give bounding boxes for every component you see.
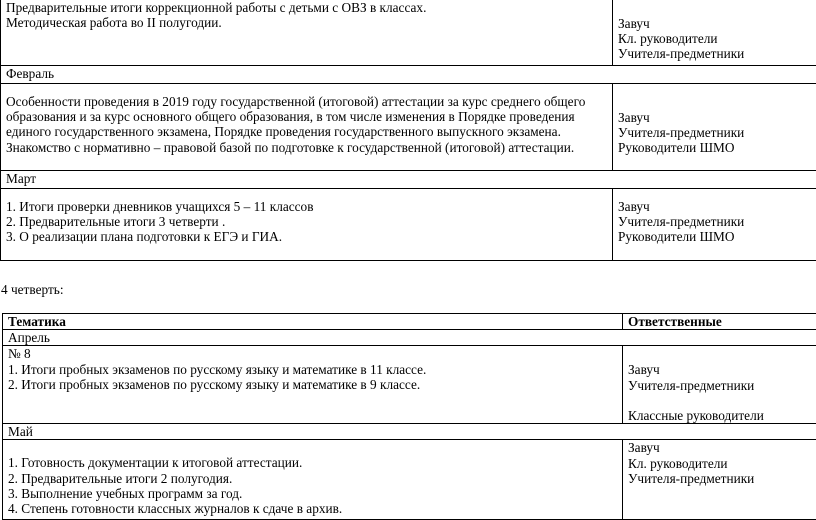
responsible-lines: [618, 84, 816, 156]
text-line: 1. Итоги проверки дневников учащихся 5 – 11 классов: [6, 199, 612, 214]
text-line: Руководители ШМО: [618, 140, 816, 155]
text-line: Знакомство с нормативно – правовой базой по подготовке к государственной (итоговой) аттестации.: [6, 140, 612, 155]
text-line: 1. Готовность документации к итоговой аттестации.: [8, 455, 622, 470]
text-line: образования и за курс основного общего образования, в том числе изменения в Порядке проведения: [6, 109, 612, 124]
header-row: [3, 314, 816, 330]
text-line: [628, 393, 816, 408]
topic-cell: [1, 189, 613, 261]
text-line: Завуч: [618, 16, 816, 31]
topic-cell: [3, 440, 623, 520]
text-line: 1. Итоги пробных экзаменов по русскому языку и математике в 11 классе.: [8, 362, 622, 377]
responsible-cell: [613, 0, 816, 66]
text-line: Учителя-предметники: [618, 214, 816, 229]
responsible-cell: [613, 189, 816, 261]
text-line: 4. Степень готовности классных журналов к сдаче в архив.: [8, 501, 622, 516]
topic-cell: [3, 346, 623, 424]
text-line: 3. Выполнение учебных программ за год.: [8, 486, 622, 501]
text-line: 3. О реализации плана подготовки к ЕГЭ и ГИА.: [6, 229, 612, 244]
text-line: 2. Предварительные итоги 2 полугодия.: [8, 471, 622, 486]
header-responsible: Ответственные: [623, 314, 816, 330]
month-label-march: Март: [1, 171, 816, 189]
text-line: единого государственного экзамена, Порядке проведения государственного выпускного экзамена.: [6, 124, 612, 139]
responsible-lines: [628, 346, 816, 423]
month-label-may: Май: [3, 424, 816, 440]
text-line: Руководители ШМО: [618, 229, 816, 244]
table-row: [1, 84, 816, 171]
text-line: Завуч: [618, 110, 816, 125]
text-line: Методическая работа во II полугодии.: [6, 15, 612, 30]
text-line: 2. Итоги пробных экзаменов по русскому языку и математике в 9 классе.: [8, 377, 622, 392]
text-line: Кл. руководители: [618, 31, 816, 46]
text-line: Кл. руководители: [628, 456, 816, 471]
topic-cell: [1, 0, 613, 66]
text-line: Классные руководители: [628, 408, 816, 423]
table-row: [1, 189, 816, 261]
quarter-label: 4 четверть:: [1, 282, 64, 297]
month-label-february: Февраль: [1, 66, 816, 84]
text-line: Учителя-предметники: [628, 378, 816, 393]
text-line: Учителя-предметники: [628, 471, 816, 486]
plan-table-q4: [2, 313, 816, 520]
text-line: Завуч: [628, 362, 816, 377]
table-row: [1, 0, 816, 66]
topic-lines: [6, 84, 612, 155]
protocol-number: № 8: [8, 346, 622, 361]
table-row: [3, 346, 816, 424]
header-topic: Тематика: [3, 314, 623, 330]
month-row: [3, 424, 816, 440]
responsible-cell: [623, 346, 816, 424]
text-line: Предварительные итоги коррекционной работы с детьми с ОВЗ в классах.: [6, 0, 612, 15]
text-line: Учителя-предметники: [618, 125, 816, 140]
text-line: Особенности проведения в 2019 году государственной (итоговой) аттестации за курс среднего общего: [6, 94, 612, 109]
month-row: [3, 330, 816, 346]
month-row: [1, 66, 816, 84]
responsible-cell: [623, 440, 816, 520]
text-line: Учителя-предметники: [618, 46, 816, 61]
month-label-april: Апрель: [3, 330, 816, 346]
month-row: [1, 171, 816, 189]
text-line: 2. Предварительные итоги 3 четверти .: [6, 214, 612, 229]
topic-lines: [8, 362, 622, 392]
text-line: Завуч: [628, 440, 816, 455]
table-row: [3, 440, 816, 520]
topic-lines: [6, 0, 612, 30]
responsible-lines: [618, 189, 816, 245]
text-line: Завуч: [618, 199, 816, 214]
responsible-cell: [613, 84, 816, 171]
responsible-lines: [628, 440, 816, 486]
topic-cell: [1, 84, 613, 171]
topic-lines: [6, 189, 612, 245]
responsible-lines: [618, 0, 816, 62]
topic-lines: [8, 440, 622, 516]
